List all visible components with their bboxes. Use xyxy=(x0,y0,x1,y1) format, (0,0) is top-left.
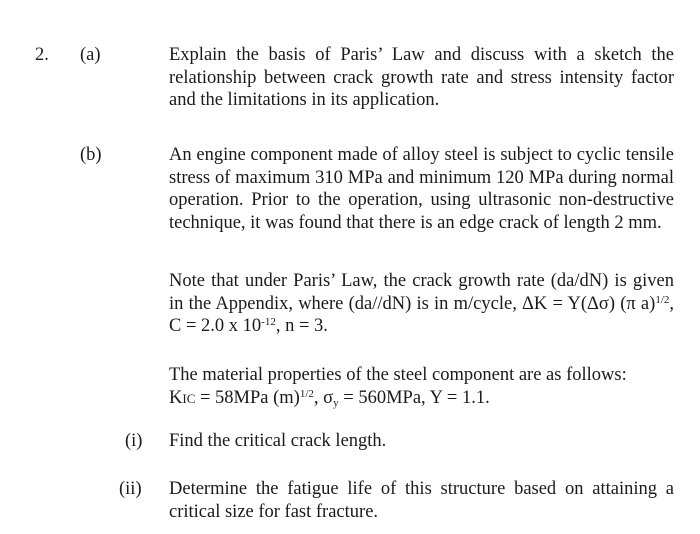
note-exponent-half: 1/2 xyxy=(655,293,670,306)
paris-law-note xyxy=(169,270,674,338)
sigma-subscript: y xyxy=(333,396,339,409)
note-suffix: , n = 3. xyxy=(275,316,328,336)
note-constant-c: , C = 2.0 x 10 xyxy=(169,293,674,336)
kic-subscript: IC xyxy=(182,390,196,406)
sub-ii-label: (ii) xyxy=(119,479,142,499)
part-b-intro: An engine component made of alloy steel is subject to cyclic tensile stress of maximum 310 MPa and minimum 120 MPa during normal operation. Prior to the operation, using ultrasonic non-destructive technique, it was found that there is an edge crack of length 2 mm. xyxy=(169,145,674,233)
part-b-label: (b) xyxy=(80,145,102,165)
material-properties xyxy=(169,364,674,410)
note-exponent-c: -12 xyxy=(261,316,276,328)
sub-i-text: Find the critical crack length. xyxy=(169,431,387,451)
properties-rest: = 560MPa, Y = 1.1. xyxy=(338,387,490,408)
part-a-text: Explain the basis of Paris’ Law and discuss with a sketch the relationship between crack growth rate and stress intensity factor and the limitations in its application. xyxy=(169,45,674,110)
part-a-label: (a) xyxy=(80,45,101,65)
question-number: 2. xyxy=(35,45,49,65)
kic-exponent: 1/2 xyxy=(299,387,314,400)
sigma-symbol: , σ xyxy=(313,387,334,408)
sub-ii-text: Determine the fatigue life of this structure based on attaining a critical size for fast fracture. xyxy=(169,479,674,522)
kic-letter: K xyxy=(169,387,183,408)
kic-value: = 58MPa (m) xyxy=(195,387,300,408)
properties-intro: The material properties of the steel component are as follows: xyxy=(169,365,627,385)
sub-i-label: (i) xyxy=(125,431,143,451)
note-prefix: Note that under Paris’ Law, the crack growth rate (da/dN) is given in the Appendix, where (da//dN) is in m/cycle, ΔK = Y(Δσ) (π a) xyxy=(169,271,674,314)
